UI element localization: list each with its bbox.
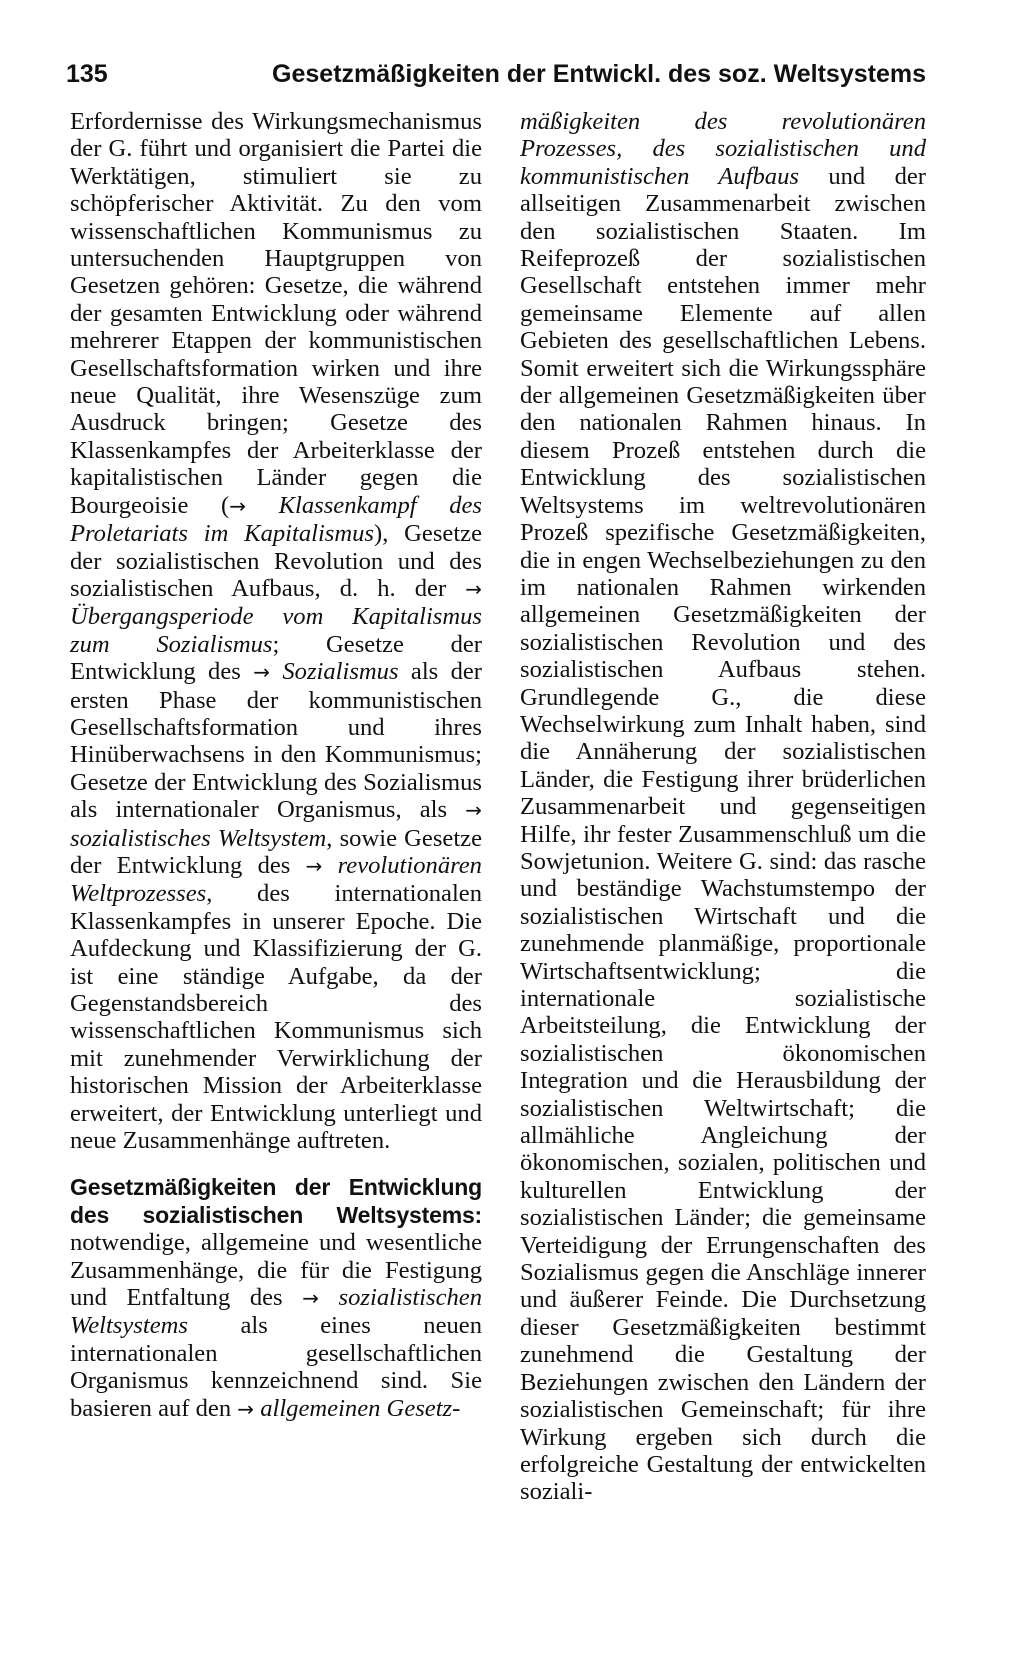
right-column <box>520 108 926 1506</box>
text-run: Erfordernisse des Wirkungsmechanismus der G. führt und organisiert die Partei die Werktätigen, stimuliert sie zu schöpferischer Aktivität. Zu den vom wissenschaftlichen Kommunismus zu untersuchenden Hauptgruppen von Gesetzen gehören: Gesetze, die während der gesamten Entwicklung oder während mehrerer Etappen der kommunistischen Gesellschaftsformation wirken und ihre neue Qualität, ihre Wesenszüge zum Ausdruck bringen; Gesetze des Klassenkampfes der Arbeiterklasse der kapitalistischen Länder gegen die Bourgeoisie ( <box>70 108 482 519</box>
page-header <box>66 52 926 96</box>
cross-reference-sozialistisches-weltsystem[interactable]: sozialistisches Weltsystem <box>70 824 327 852</box>
cross-reference-revolutionaerer-weltprozess[interactable]: revolutionären Weltprozesses <box>70 851 482 908</box>
text-run: , des internationalen Klassenkampfes in unserer Epoche. Die Aufdeckung und Klassifizierung der G. ist eine ständige Aufgabe, da der Gegenstandsbereich des wissenschaftlichen Kommunismus sich mit zunehmender Verwirklichung der historischen Mission der Arbeiterklasse erweitert, der Entwicklung unterliegt und neue Zusammenhänge auftreten. <box>70 880 482 1155</box>
page-number: 135 <box>66 60 108 88</box>
entry-heading: Gesetzmäßigkeiten der Entwicklung des sozialistischen Weltsystems: <box>70 1174 482 1228</box>
cross-reference-sozialistisches-weltsystem-2[interactable]: sozialistischen Weltsystems <box>70 1284 483 1340</box>
cross-reference-sozialismus[interactable]: Sozialismus <box>282 658 399 686</box>
cross-reference-allgemeine-gesetzmaessigkeiten[interactable]: allgemeinen Gesetz- <box>260 1394 461 1422</box>
dictionary-entry <box>70 1174 482 1423</box>
text-run: als eines neuen internationalen gesellschaftlichen Organismus kennzeichnend sind. Sie basieren auf den <box>70 1312 482 1422</box>
left-column <box>70 108 482 1423</box>
cross-reference-arrow-icon: → <box>305 853 323 878</box>
text-run: , sowie Gesetze der Entwicklung des <box>70 824 482 879</box>
entry-body-paragraph <box>520 108 926 1506</box>
cross-reference-arrow-icon: → <box>237 1396 255 1421</box>
cross-reference-arrow-icon: → <box>302 1286 319 1311</box>
running-title: Gesetzmäßigkeiten der Entwickl. des soz. Weltsystems <box>272 60 926 88</box>
text-run: und der allseitigen Zusammenarbeit zwischen den sozialistischen Staaten. Im Reifeprozeß der sozialistischen Gesellschaft entstehen immer mehr gemeinsame Elemente auf allen Gebieten des gesellschaftlichen Lebens. Somit erweitert sich die Wirkungssphäre der allgemeinen Gesetzmäßigkeiten über den nationalen Rahmen hinaus. In diesem Prozeß entstehen durch die Entwicklung des sozialistischen Weltsystems im weltrevolutionären Prozeß spezifische Gesetzmäßigkeiten, die in engen Wechselbeziehungen zu den im nationalen Rahmen wirkenden allgemeinen Gesetzmäßigkeiten der sozialistischen Revolution und des sozialistischen Aufbaus stehen. Grundlegende G., die diese Wechselwirkung zum Inhalt haben, sind die Annäherung der sozialistischen Länder, die Festigung ihrer brüderlichen Zusammenarbeit und gegenseitigen Hilfe, ihr fester Zusammenschluß um die Sowjetunion. Weitere G. sind: das rasche und beständige Wachstumstempo der sozialistischen Wirtschaft und die zunehmende planmäßige, proportionale Wirtschaftsentwicklung; die internationale sozialistische Arbeitsteilung, die Entwicklung der sozialistischen ökonomischen Integration und die Herausbildung der sozialistischen Weltwirtschaft; die allmähliche Angleichung der ökonomischen, sozialen, politischen und kulturellen Entwicklung der sozialistischen Länder; die gemeinsame Verteidigung der Errungenschaften des Sozialismus gegen die Anschläge innerer und äußerer Feinde. Die Durchsetzung dieser Gesetzmäßigkeiten bestimmt zunehmend die Gestaltung der Beziehungen zwischen den Ländern der sozialistischen Gemeinschaft; für ihre Wirkung ergeben sich durch die erfolgreiche Gestaltung der entwickelten soziali- <box>520 162 927 1506</box>
cross-reference-arrow-icon: → <box>465 576 482 601</box>
cross-reference-arrow-icon: → <box>253 660 270 685</box>
cross-reference-allgemeine-gesetzmaessigkeiten-continued[interactable]: mäßigkeiten des revolutionären Prozesses, des sozialistischen und kommunistischen Aufbaus <box>520 108 926 190</box>
cross-reference-klassenkampf[interactable]: Klassenkampf des Proletariats im Kapitalismus <box>70 491 482 548</box>
text-run: ), Gesetze der sozialistischen Revolution und des sozialistischen Aufbaus, d. h. der <box>70 520 482 602</box>
entry-continuation-paragraph <box>70 108 482 1154</box>
cross-reference-arrow-icon: → <box>229 493 246 518</box>
text-run: als der ersten Phase der kommunistischen Gesellschaftsformation und ihres Hinüberwachsens in den Kommunismus; Gesetze der Entwicklung des Sozialismus als internationaler Organismus, als <box>70 658 482 824</box>
cross-reference-uebergangsperiode[interactable]: Übergangsperiode vom Kapitalismus zum Sozialismus <box>70 603 482 658</box>
cross-reference-arrow-icon: → <box>465 798 482 823</box>
text-run: notwendige, allgemeine und wesentliche Zusammenhänge, die für die Festigung und Entfaltung des <box>70 1229 482 1312</box>
text-run: ; Gesetze der Entwicklung des <box>70 630 482 686</box>
